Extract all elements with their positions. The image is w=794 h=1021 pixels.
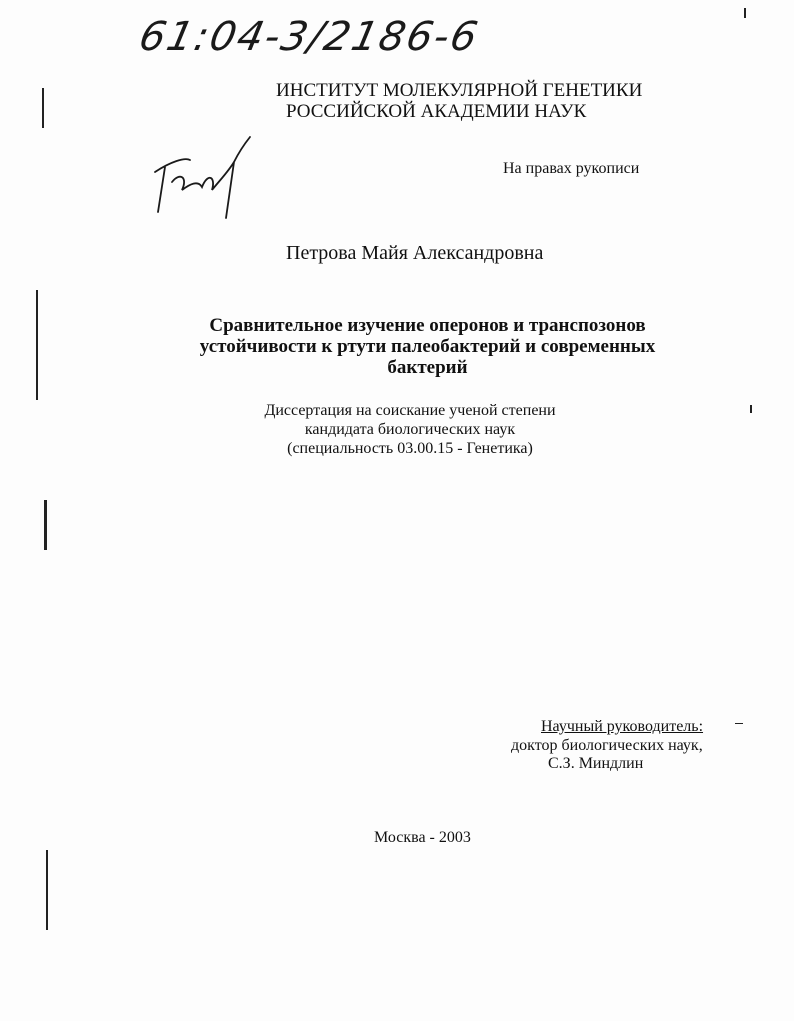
scan-edge-mark xyxy=(46,850,48,930)
scan-edge-mark xyxy=(750,405,752,413)
institute-line-1: ИНСТИТУТ МОЛЕКУЛЯРНОЙ ГЕНЕТИКИ xyxy=(276,80,643,101)
title-line-1: Сравнительное изучение оперонов и транспозонов xyxy=(209,315,646,336)
degree-statement xyxy=(240,401,580,458)
supervisor-label: Научный руководитель: xyxy=(541,718,704,735)
scan-edge-mark xyxy=(36,290,38,400)
institute-line-2: РОССИЙСКОЙ АКАДЕМИИ НАУК xyxy=(286,101,587,122)
degree-line-1: Диссертация на соискание ученой степени xyxy=(264,402,556,419)
scan-edge-mark xyxy=(735,723,743,724)
supervisor-degree: доктор биологических наук, xyxy=(511,737,703,754)
author-name: Петрова Майя Александровна xyxy=(286,242,544,264)
dissertation-title xyxy=(170,315,685,378)
scan-edge-mark xyxy=(744,8,746,18)
title-line-3: бактерий xyxy=(387,357,468,378)
title-line-2: устойчивости к ртути палеобактерий и современных xyxy=(199,336,656,357)
city-year: Москва - 2003 xyxy=(374,829,471,846)
supervisor-name: С.З. Миндлин xyxy=(548,755,644,772)
handwritten-signature xyxy=(150,132,260,222)
institute-header xyxy=(276,80,642,122)
degree-line-2: кандидата биологических наук xyxy=(304,421,516,438)
scan-edge-mark xyxy=(42,88,44,128)
scan-edge-mark xyxy=(44,500,47,550)
manuscript-rights-note: На правах рукописи xyxy=(503,160,640,177)
archive-code-handwritten: 61:04-3/2186-6 xyxy=(135,14,484,60)
degree-line-3: (специальность 03.00.15 - Генетика) xyxy=(287,440,533,457)
